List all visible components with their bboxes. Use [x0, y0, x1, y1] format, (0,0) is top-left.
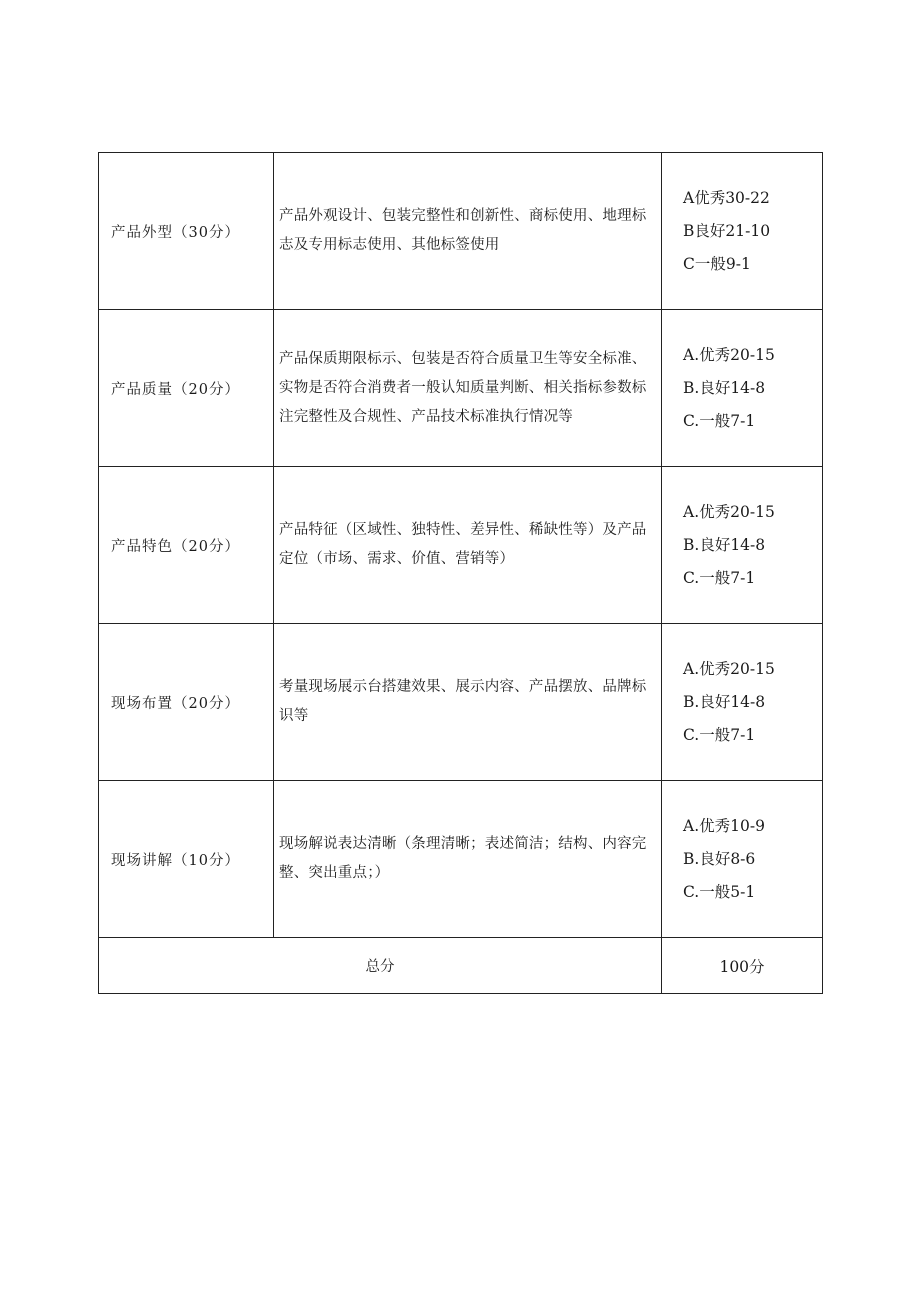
table-row [99, 153, 823, 310]
grade-b: B.良好14-8 [683, 535, 766, 554]
grade-b: B.良好14-8 [683, 378, 766, 397]
grade-b: B.良好8-6 [683, 849, 756, 868]
grade-b: B.良好14-8 [683, 692, 766, 711]
grade-levels [662, 624, 823, 781]
grade-c: C.一般7-1 [683, 568, 756, 587]
criterion-description: 产品外观设计、包装完整性和创新性、商标使用、地理标志及专用标志使用、其他标签使用 [274, 153, 662, 310]
criterion-description: 现场解说表达清晰（条理清晰；表述简洁；结构、内容完整、突出重点；） [274, 781, 662, 938]
grade-c: C.一般5-1 [683, 882, 756, 901]
total-label: 总分 [99, 938, 662, 994]
grade-a: A.优秀20-15 [683, 502, 775, 521]
criterion-description: 产品特征（区域性、独特性、差异性、稀缺性等）及产品定位（市场、需求、价值、营销等） [274, 467, 662, 624]
total-row [99, 938, 823, 994]
grade-a: A优秀30-22 [683, 188, 770, 207]
grade-c: C一般9-1 [683, 254, 751, 273]
scoring-table [98, 152, 823, 994]
criterion-name: 产品外型（30分） [99, 153, 274, 310]
grade-a: A.优秀20-15 [683, 659, 775, 678]
table-row [99, 467, 823, 624]
grade-levels [662, 781, 823, 938]
criterion-description: 考量现场展示台搭建效果、展示内容、产品摆放、品牌标识等 [274, 624, 662, 781]
criterion-name: 产品特色（20分） [99, 467, 274, 624]
grade-levels [662, 153, 823, 310]
criterion-name: 产品质量（20分） [99, 310, 274, 467]
grade-levels [662, 310, 823, 467]
table-row [99, 310, 823, 467]
grade-a: A.优秀10-9 [683, 816, 765, 835]
grade-levels [662, 467, 823, 624]
table-row [99, 781, 823, 938]
criterion-description: 产品保质期限标示、包装是否符合质量卫生等安全标准、实物是否符合消费者一般认知质量判断、相关指标参数标注完整性及合规性、产品技术标准执行情况等 [274, 310, 662, 467]
criterion-name: 现场讲解（10分） [99, 781, 274, 938]
grade-c: C.一般7-1 [683, 725, 756, 744]
grade-c: C.一般7-1 [683, 411, 756, 430]
grade-b: B良好21-10 [683, 221, 771, 240]
total-value: 100分 [662, 938, 823, 994]
criterion-name: 现场布置（20分） [99, 624, 274, 781]
grade-a: A.优秀20-15 [683, 345, 775, 364]
table-row [99, 624, 823, 781]
